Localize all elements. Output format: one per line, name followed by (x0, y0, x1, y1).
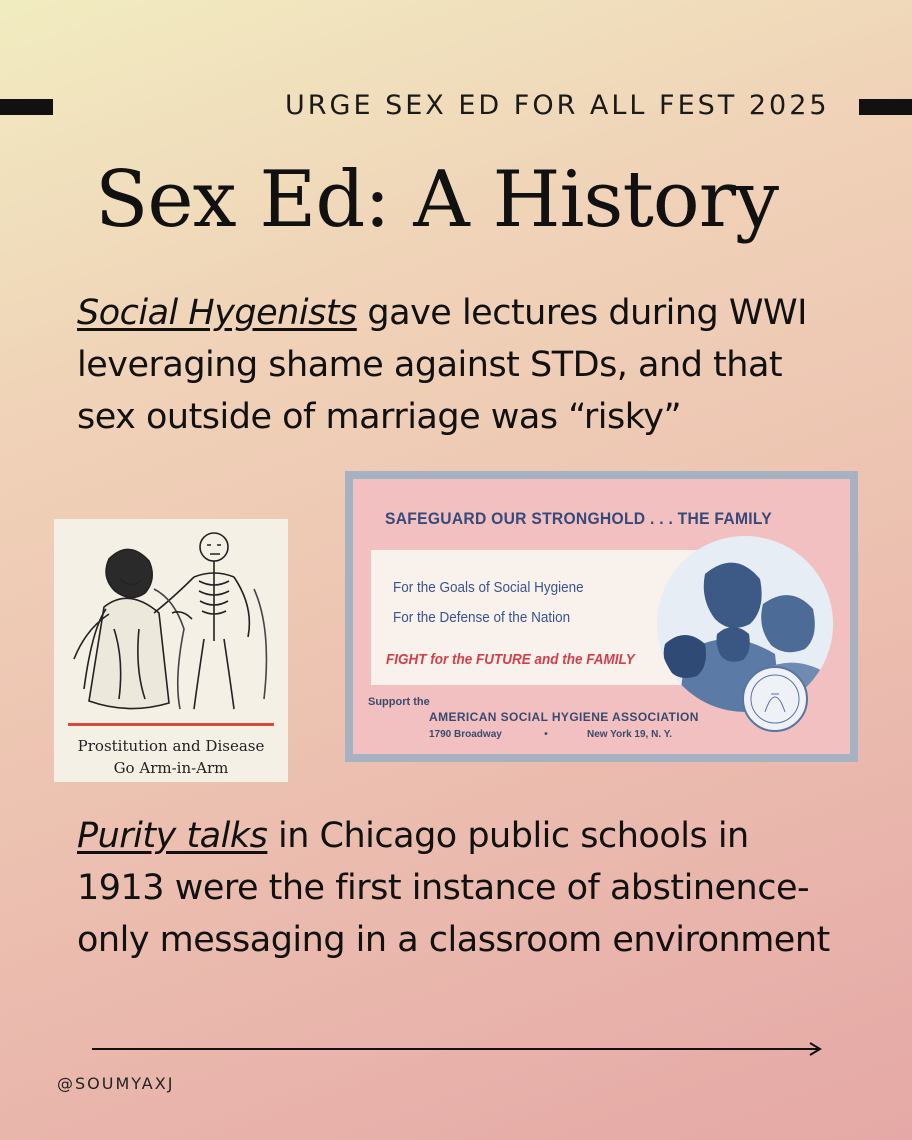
poster-fight-line: FIGHT for the FUTURE and the FAMILY (386, 651, 635, 668)
purity-talks-term: Purity talks (77, 816, 268, 856)
poster-headline: SAFEGUARD OUR STRONGHOLD . . . THE FAMILY (385, 509, 772, 528)
poster-line2: For the Defense of the Nation (393, 609, 571, 626)
social-hygiene-text: gave lectures during WWI leveraging shame against STDs, and that sex outside of marriage was “risky” (77, 293, 807, 437)
page-title: Sex Ed: A History (95, 155, 779, 245)
illustration-caption-line2: Go Arm-in-Arm (113, 759, 229, 777)
right-arrow-icon (92, 1041, 824, 1057)
event-label: URGE SEX ED FOR ALL FEST 2025 (285, 90, 830, 121)
purity-talks-text: in Chicago public schools in 1913 were the first instance of abstinence-only messaging in a classroom environment (77, 816, 830, 960)
social-hygiene-paragraph (77, 287, 817, 443)
purity-talks-paragraph (77, 810, 837, 966)
vintage-illustration (54, 519, 288, 782)
poster-city: New York 19, N. Y. (587, 729, 673, 740)
family-photo (645, 534, 840, 734)
decorative-bar-left (0, 99, 53, 115)
social-hygiene-poster (345, 471, 858, 762)
illustration-caption-line1: Prostitution and Disease (77, 737, 265, 755)
social-hygenists-term: Social Hygenists (77, 293, 357, 333)
illustration-drawing (54, 519, 288, 719)
poster-inner (353, 479, 850, 754)
author-handle: @SOUMYAXJ (57, 1074, 175, 1093)
illustration-red-rule (68, 723, 274, 726)
poster-organization: AMERICAN SOCIAL HYGIENE ASSOCIATION (429, 710, 699, 724)
decorative-bar-right (859, 99, 912, 115)
poster-address: 1790 Broadway (429, 729, 502, 740)
poster-line1: For the Goals of Social Hygiene (393, 579, 584, 596)
poster-support-label: Support the (368, 696, 430, 708)
poster-address-separator: • (543, 729, 549, 740)
